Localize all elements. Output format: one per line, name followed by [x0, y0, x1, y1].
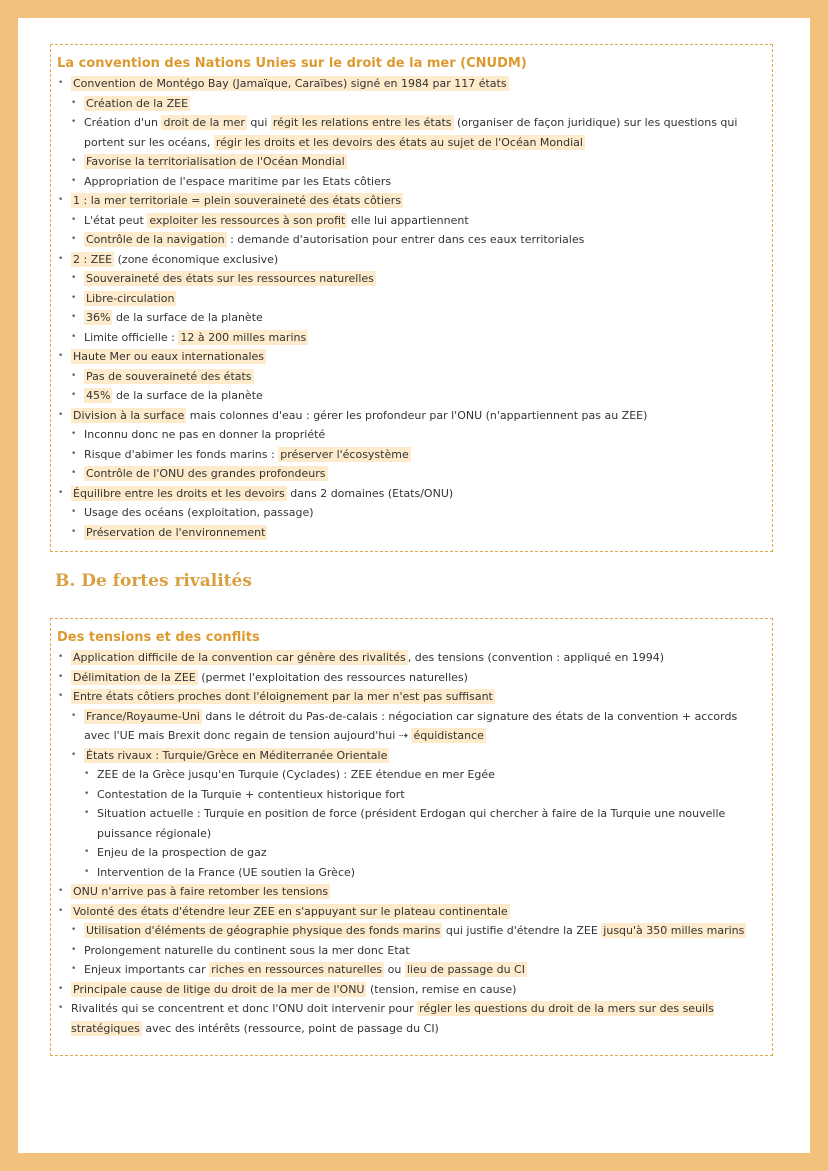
highlighted-text: Utilisation d'éléments de géographie physique des fonds marins: [86, 924, 441, 937]
item-text: mais colonnes d'eau : gérer les profondeur par l'ONU (n'appartiennent pas au ZEE): [186, 408, 648, 422]
list-item: [70, 503, 764, 523]
list-item: [70, 308, 764, 328]
list-item: [70, 425, 764, 445]
list-item: [83, 804, 764, 843]
list-item: [70, 230, 764, 250]
highlighted-text: Principale cause de litige du droit de la mer de l'ONU: [73, 982, 365, 996]
item-text: Intervention de la France (UE soutien la Grèce): [97, 865, 356, 879]
list-item: [70, 941, 764, 961]
list-item: [57, 902, 764, 922]
list-item: [70, 921, 764, 941]
highlighted-text: exploiter les ressources à son profit: [149, 213, 346, 227]
list-item: [83, 785, 764, 805]
item-text: ou: [384, 963, 405, 976]
list-item: [70, 746, 764, 766]
cnudm-list: [57, 74, 764, 542]
list-item: [70, 113, 764, 152]
highlighted-text: Préservation de l'environnement: [86, 525, 266, 539]
list-item: [70, 464, 764, 484]
cnudm-box: [50, 44, 773, 552]
highlighted-text: régit les relations entre les états: [272, 116, 452, 129]
list-item: [83, 765, 764, 785]
highlighted-text: Équilibre entre les droits et les devoirs: [73, 486, 285, 500]
highlighted-text: 1 : la mer territoriale = plein souveraineté des états côtiers: [73, 194, 402, 207]
list-item: [70, 269, 764, 289]
highlighted-text: Contrôle de l'ONU des grandes profondeurs: [86, 467, 326, 480]
item-text: (organiser de façon juridique) sur les questions qui portent sur les océans,: [84, 116, 738, 149]
item-text: Enjeu de la prospection de gaz: [97, 846, 267, 859]
list-item: [70, 289, 764, 309]
list-item: [70, 172, 764, 192]
list-item: [70, 707, 764, 746]
item-text: dans 2 domaines (Etats/ONU): [286, 486, 454, 500]
highlighted-text: 2 : ZEE: [73, 252, 113, 266]
highlighted-text: Division à la surface: [73, 408, 185, 422]
highlighted-text: Contrôle de la navigation: [86, 233, 225, 246]
item-text: (zone économique exclusive): [114, 252, 279, 266]
list-item: [57, 980, 764, 1000]
list-item: [57, 648, 764, 668]
item-text: dans le détroit du Pas-de-calais : négociation car signature des états de la convention + accords avec l'UE mais Brexit donc regain de tension aujourd'hui ⇢: [84, 709, 738, 742]
list-item: [57, 406, 764, 426]
box-title-cnudm: La convention des Nations Unies sur le droit de la mer (CNUDM): [57, 56, 527, 71]
item-text: L'état peut: [84, 213, 148, 227]
list-item: [70, 445, 764, 465]
list-item: [57, 668, 764, 688]
highlighted-text: Haute Mer ou eaux internationales: [73, 350, 265, 363]
highlighted-text: Application difficile de la convention car génère des rivalités: [73, 651, 406, 664]
item-text: (permet l'exploitation des ressources naturelles): [197, 670, 468, 684]
highlighted-text: lieu de passage du CI: [406, 963, 525, 976]
item-text: de la surface de la planète: [112, 311, 263, 324]
item-text: Usage des océans (exploitation, passage): [84, 506, 314, 519]
item-text: Inconnu donc ne pas en donner la propriété: [84, 428, 326, 441]
highlighted-text: Favorise la territorialisation de l'Océan Mondial: [86, 155, 345, 168]
tensions-box: [50, 618, 773, 1056]
item-text: avec des intérêts (ressource, point de passage du CI): [141, 1021, 439, 1035]
box-title-tensions: Des tensions et des conflits: [57, 630, 260, 645]
tensions-list: [57, 648, 764, 1038]
item-text: : demande d'autorisation pour entrer dans ces eaux territoriales: [226, 233, 585, 246]
highlighted-text: Pas de souveraineté des états: [86, 369, 252, 383]
list-item: [57, 347, 764, 367]
list-item: [70, 523, 764, 543]
list-item: [70, 211, 764, 231]
highlighted-text: France/Royaume-Uni: [86, 709, 200, 723]
list-item: [57, 687, 764, 707]
item-text: qui: [246, 116, 271, 129]
highlighted-text: 36%: [86, 311, 111, 324]
highlighted-text: préserver l'écosystème: [280, 447, 409, 461]
item-text: Prolongement naturelle du continent sous la mer donc Etat: [84, 943, 410, 957]
list-item: [57, 191, 764, 211]
item-text: Risque d'abimer les fonds marins :: [84, 447, 279, 461]
list-item: [57, 999, 764, 1038]
list-item: [57, 250, 764, 270]
item-text: Enjeux importants car: [84, 963, 210, 976]
item-text: Appropriation de l'espace maritime par les Etats côtiers: [84, 174, 392, 188]
item-text: Limite officielle :: [84, 330, 179, 344]
highlighted-text: droit de la mer: [163, 116, 245, 129]
highlighted-text: régir les droits et les devoirs des états au sujet de l'Océan Mondial: [215, 135, 583, 149]
list-item: [70, 386, 764, 406]
highlighted-text: Souveraineté des états sur les ressources naturelles: [86, 272, 374, 285]
list-item: [70, 367, 764, 387]
item-text: ZEE de la Grèce jusqu'en Turquie (Cyclades) : ZEE étendue en mer Egée: [97, 768, 495, 781]
list-item: [57, 882, 764, 902]
highlighted-text: Libre-circulation: [86, 291, 175, 305]
list-item: [70, 328, 764, 348]
list-item: [57, 484, 764, 504]
highlighted-text: Volonté des états d'étendre leur ZEE en s'appuyant sur le plateau continentale: [73, 904, 508, 918]
highlighted-text: ONU n'arrive pas à faire retomber les tensions: [73, 885, 329, 898]
item-text: (tension, remise en cause): [366, 982, 517, 996]
list-item: [70, 94, 764, 114]
item-text: de la surface de la planète: [112, 389, 263, 402]
highlighted-text: jusqu'à 350 milles marins: [603, 924, 745, 937]
item-text: Contestation de la Turquie + contentieux historique fort: [97, 787, 405, 801]
list-item: [83, 863, 764, 883]
highlighted-text: Création de la ZEE: [86, 96, 189, 110]
item-text: qui justifie d'étendre la ZEE: [442, 924, 602, 937]
highlighted-text: États rivaux : Turquie/Grèce en Méditerranée Orientale: [86, 748, 388, 762]
highlighted-text: Convention de Montégo Bay (Jamaïque, Caraïbes) signé en 1984 par 117 états: [73, 77, 507, 90]
item-text: Situation actuelle : Turquie en position de force (président Erdogan qui chercher à faire de la Turquie une nouvelle puissance régionale): [97, 807, 726, 840]
item-text: Rivalités qui se concentrent et donc l'ONU doit intervenir pour: [71, 1002, 418, 1015]
list-item: [83, 843, 764, 863]
item-text: Création d'un: [84, 116, 162, 129]
list-item: [57, 74, 764, 94]
list-item: [70, 152, 764, 172]
highlighted-text: riches en ressources naturelles: [211, 963, 383, 976]
item-text: elle lui appartiennent: [347, 213, 469, 227]
highlighted-text: 45%: [86, 389, 111, 402]
highlighted-text: régler les questions du droit de la mers sur des seuils stratégiques: [71, 1002, 714, 1035]
section-title-b: B. De fortes rivalités: [55, 571, 252, 591]
item-text: , des tensions (convention : appliqué en 1994): [407, 651, 665, 664]
page: [18, 18, 810, 1153]
highlighted-text: Délimitation de la ZEE: [73, 670, 196, 684]
list-item: [70, 960, 764, 980]
highlighted-text: Entre états côtiers proches dont l'éloignement par la mer n'est pas suffisant: [73, 690, 493, 703]
highlighted-text: 12 à 200 milles marins: [180, 330, 307, 344]
highlighted-text: équidistance: [413, 729, 484, 742]
